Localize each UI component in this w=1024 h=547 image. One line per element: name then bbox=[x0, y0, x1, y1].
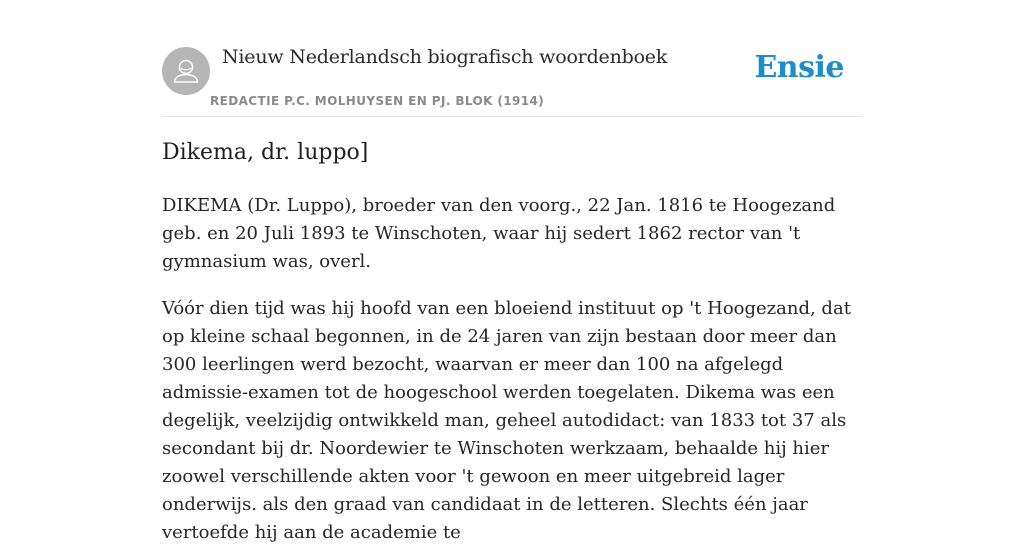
article-title: Dikema, dr. luppo] bbox=[162, 140, 369, 165]
source-avatar[interactable] bbox=[162, 47, 210, 95]
article-body bbox=[162, 192, 862, 547]
source-title[interactable]: Nieuw Nederlandsch biografisch woordenboek bbox=[222, 46, 668, 68]
user-silhouette-icon bbox=[162, 47, 210, 95]
source-editors: REDACTIE P.C. MOLHUYSEN EN PJ. BLOK (1914) bbox=[210, 94, 545, 108]
article-paragraph: DIKEMA (Dr. Luppo), broeder van den voorg., 22 Jan. 1816 te Hoogezand geb. en 20 Juli 1893 te Winschoten, waar hij sedert 1862 rector van 't gymnasium was, overl. bbox=[162, 195, 836, 272]
source-header bbox=[162, 44, 862, 117]
brand-logo[interactable]: Ensie bbox=[754, 50, 844, 85]
article-paragraph: Vóór dien tijd was hij hoofd van een bloeiend instituut op 't Hoogezand, dat op kleine schaal begonnen, in de 24 jaren van zijn bestaan door meer dan 300 leerlingen werd bezocht, waarvan er meer dan 100 na afgelegd admissie-examen tot de hoogeschool werden toegelaten. Dikema was een degelijk, veelzijdig ontwikkeld man, geheel autodidact: van 1833 tot 37 als secondant bij dr. Noordewier te Winschoten werkzaam, behaalde hij hier zoowel verschillende akten voor 't gewoon en meer uitgebreid lager onderwijs. als den graad van candidaat in de letteren. Slechts één jaar vertoefde hij aan de academie te bbox=[162, 298, 851, 543]
